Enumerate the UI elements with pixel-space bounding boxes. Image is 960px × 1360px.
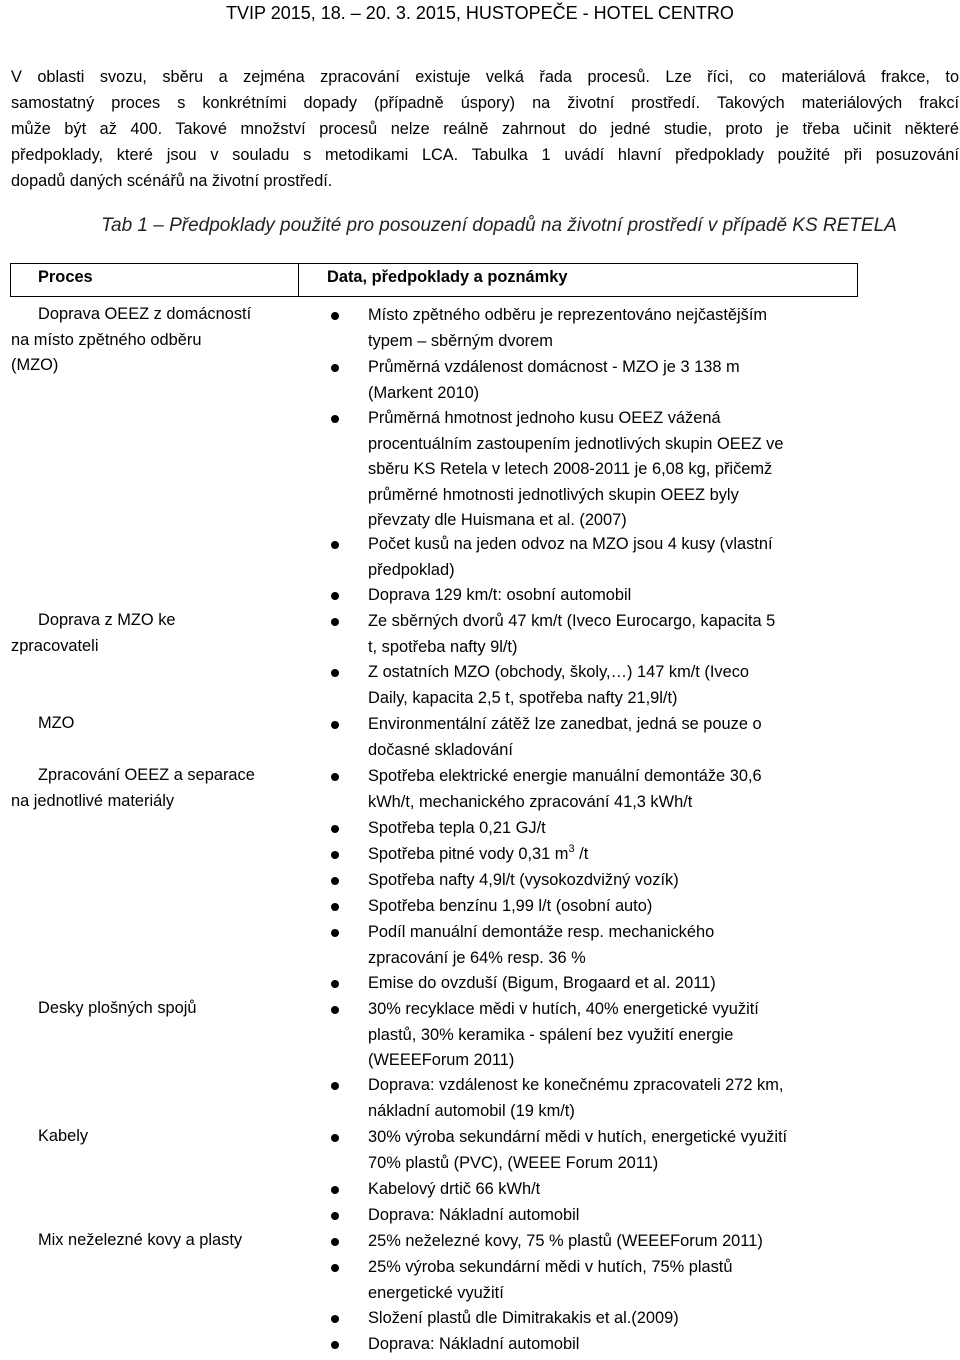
bullet-line: Spotřeba nafty 4,9l/t (vysokozdvižný vozík) <box>368 871 679 889</box>
bullet-line: Doprava: vzdálenost ke konečnému zpracovateli 272 km, <box>368 1076 784 1094</box>
bullet-line: energetické využití <box>368 1283 504 1302</box>
bullet-line: plastů, 30% keramika - spálení bez využití energie <box>368 1025 734 1044</box>
bullet-line: Spotřeba tepla 0,21 GJ/t <box>368 819 546 837</box>
table-caption: Tab 1 – Předpoklady použité pro posouzení dopadů na životní prostředí v případě KS RETELA <box>101 215 897 236</box>
table-border-top <box>10 263 858 264</box>
table-row-proces <box>11 1228 242 1254</box>
proces-line: Zpracování OEEZ a separace <box>38 766 255 784</box>
table-border-divider <box>298 263 299 297</box>
bullet-icon <box>330 894 340 919</box>
bullet-line: Daily, kapacita 2,5 t, spotřeba nafty 21,9l/t) <box>368 688 678 707</box>
bullet-icon <box>330 660 340 685</box>
proces-line: Kabely <box>38 1127 89 1145</box>
bullet-icon <box>330 583 340 608</box>
bullet-line: Průměrná hmotnost jednoho kusu OEEZ vážená <box>368 409 721 427</box>
superscript-3: 3 <box>568 843 575 855</box>
bullet-icon <box>330 920 340 945</box>
bullet-line: (WEEEForum 2011) <box>368 1051 515 1069</box>
bullet-line: Ze sběrných dvorů 47 km/t (Iveco Eurocargo, kapacita 5 <box>368 612 776 630</box>
bullet-line: typem – sběrným dvorem <box>368 331 553 350</box>
bullet-line: Průměrná vzdálenost domácnost - MZO je 3 138 m <box>368 358 740 376</box>
bullet-icon <box>330 1255 340 1280</box>
bullet-line: Podíl manuální demontáže resp. mechanického <box>368 923 715 941</box>
bullet-icon <box>330 1073 340 1098</box>
bullet-line: Emise do ovzduší (Bigum, Brogaard et al. 2011) <box>368 974 716 992</box>
proces-line: Desky plošných spojů <box>38 999 197 1017</box>
proces-line: Doprava z MZO ke <box>38 611 176 629</box>
bullet-line: předpoklad) <box>368 560 455 579</box>
bullet-line: dočasné skladování <box>368 740 513 759</box>
bullet-icon <box>330 1203 340 1228</box>
proces-line: Doprava OEEZ z domácností <box>38 305 252 323</box>
table-border-left <box>10 263 11 297</box>
bullet-icon <box>330 868 340 893</box>
bullet-line: nákladní automobil (19 km/t) <box>368 1101 575 1120</box>
bullet-icon <box>330 1125 340 1150</box>
unit-suffix: /t <box>574 845 589 863</box>
bullet-icon <box>330 1306 340 1331</box>
bullet-line: sběru KS Retela v letech 2008-2011 je 6,08 kg, přičemž <box>368 460 773 478</box>
bullet-line: Spotřeba benzínu 1,99 l/t (osobní auto) <box>368 897 653 915</box>
column-header-data: Data, předpoklady a poznámky <box>327 268 568 286</box>
table-row-proces <box>11 711 74 737</box>
bullet-icon <box>330 971 340 996</box>
proces-line: na místo zpětného odběru <box>11 330 202 349</box>
bullet-line: Z ostatních MZO (obchody, školy,…) 147 km/t (Iveco <box>368 663 750 681</box>
bullet-line: Doprava: Nákladní automobil <box>368 1206 580 1224</box>
table-border-header <box>10 296 858 297</box>
bullet-line: Kabelový drtič 66 kWh/t <box>368 1180 541 1198</box>
bullet-line: průměrné hmotnosti jednotlivých skupin OEEZ byly <box>368 485 739 504</box>
proces-line: na jednotlivé materiály <box>11 791 175 810</box>
bullet-line: Počet kusů na jeden odvoz na MZO jsou 4 kusy (vlastní <box>368 535 773 553</box>
bullet-line: (Markent 2010) <box>368 383 480 402</box>
page-header: TVIP 2015, 18. – 20. 3. 2015, HUSTOPEČE - HOTEL CENTRO <box>226 3 734 23</box>
bullet-icon <box>330 816 340 841</box>
bullet-line: 25% výroba sekundární mědi v hutích, 75% plastů <box>368 1258 733 1276</box>
table-row-proces <box>11 1124 88 1150</box>
bullet-icon <box>330 712 340 737</box>
bullet-line: Složení plastů dle Dimitrakakis et al.(2009) <box>368 1309 679 1327</box>
bullet-icon <box>330 303 340 328</box>
bullet-line: 70% plastů (PVC), (WEEE Forum 2011) <box>368 1153 659 1172</box>
column-header-proces: Proces <box>38 268 93 286</box>
intro-line: samostatný proces s konkrétními dopady (případně úspory) na životní prostředí. Takových materiálových frakcí <box>11 94 959 112</box>
bullet-line: Místo zpětného odběru je reprezentováno nejčastějším <box>368 306 768 324</box>
bullet-icon <box>330 764 340 789</box>
bullet-icon <box>330 406 340 431</box>
bullet-line: 30% recyklace mědi v hutích, 40% energetické využití <box>368 1000 759 1018</box>
bullet-line: procentuálním zastoupením jednotlivých skupin OEEZ ve <box>368 434 784 453</box>
bullet-icon <box>330 842 340 867</box>
bullet-line: Doprava: Nákladní automobil <box>368 1335 580 1353</box>
bullet-icon <box>330 532 340 557</box>
table-row-proces <box>11 608 176 659</box>
table-row-proces <box>11 996 197 1022</box>
bullet-icon <box>330 997 340 1022</box>
table-row-proces <box>11 763 255 814</box>
proces-line: MZO <box>38 714 75 732</box>
bullet-icon <box>330 1177 340 1202</box>
bullet-line: Doprava 129 km/t: osobní automobil <box>368 586 632 604</box>
table-border-right <box>857 263 858 297</box>
bullet-icon <box>330 1229 340 1254</box>
bullet-line: kWh/t, mechanického zpracování 41,3 kWh/t <box>368 792 693 811</box>
table-row-proces <box>11 302 251 379</box>
bullet-line: t, spotřeba nafty 9l/t) <box>368 637 518 656</box>
bullet-icon <box>330 1332 340 1357</box>
bullet-line: Spotřeba pitné vody 0,31 $m^3$ /t <box>368 843 589 863</box>
intro-line: V oblasti svozu, sběru a zejména zpracování existuje velká řada procesů. Lze říci, co materiálová frakce, to <box>11 68 959 86</box>
proces-line: zpracovateli <box>11 636 99 655</box>
proces-line: Mix neželezné kovy a plasty <box>38 1231 243 1249</box>
bullet-icon <box>330 355 340 380</box>
proces-line: (MZO) <box>11 356 59 374</box>
bullet-line: 30% výroba sekundární mědi v hutích, energetické využití <box>368 1128 788 1146</box>
intro-line: může být až 400. Takové množství procesů nelze reálně zahrnout do jedné studie, proto je třeba učinit některé <box>11 120 959 138</box>
bullet-line: Spotřeba elektrické energie manuální demontáže 30,6 <box>368 767 762 785</box>
bullet-line: zpracování je 64% resp. 36 % <box>368 948 586 967</box>
bullet-icon <box>330 609 340 634</box>
bullet-line: převzaty dle Huismana et al. (2007) <box>368 511 627 529</box>
intro-line: předpoklady, které jsou v souladu s metodikami LCA. Tabulka 1 uvádí hlavní předpoklady použité při posuzování <box>11 146 959 164</box>
intro-line: dopadů daných scénářů na životní prostředí. <box>11 172 333 190</box>
bullet-line: 25% neželezné kovy, 75 % plastů (WEEEForum 2011) <box>368 1232 763 1250</box>
bullet-line: Environmentální zátěž lze zanedbat, jedná se pouze o <box>368 715 762 733</box>
